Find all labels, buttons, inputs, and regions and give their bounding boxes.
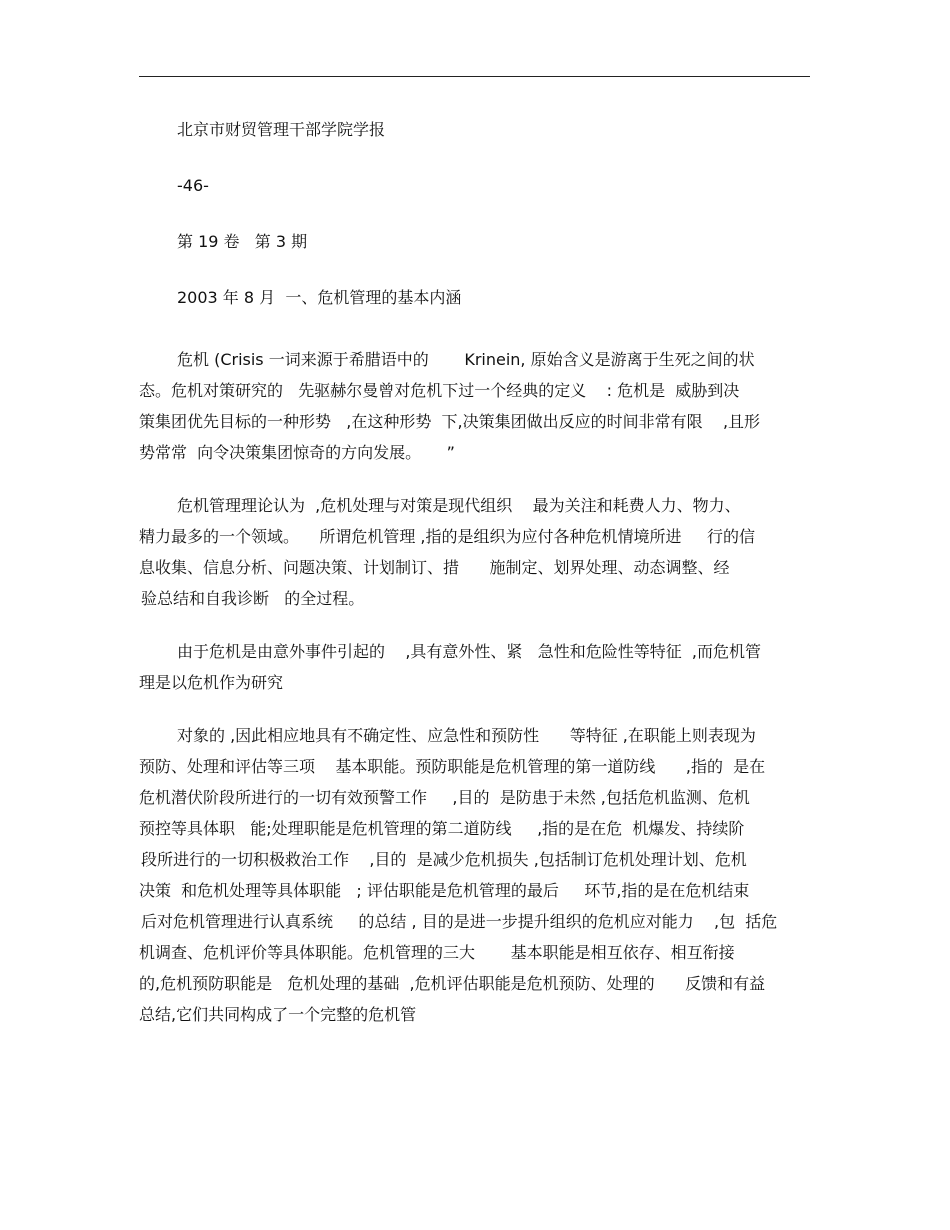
paragraph-line: 验总结和自我诊断 的全过程。 — [141, 589, 365, 608]
journal-title: 北京市财贸管理干部学院学报 — [177, 120, 386, 139]
paragraph-line: 策集团优先目标的一种形势 ,在这种形势 下,决策集团做出反应的时间非常有限 ,且形 — [139, 412, 761, 431]
paragraph-line: 危机管理理论认为 ,危机处理与对策是现代组织 最为关注和耗费人力、物力、 — [177, 496, 741, 515]
paragraph-line: 预防、处理和评估等三项 基本职能。预防职能是危机管理的第一道防线 ,指的 是在 — [139, 757, 766, 776]
paragraph-line: 决策 和危机处理等具体职能 ; 评估职能是危机管理的最后 环节,指的是在危机结束 — [139, 881, 750, 900]
paragraph-line: 危机潜伏阶段所进行的一切有效预警工作 ,目的 是防患于未然 ,包括危机监测、危机 — [139, 788, 750, 807]
paragraph-line: 精力最多的一个领域。 所谓危机管理 ,指的是组织为应付各种危机情境所进 行的信 — [139, 527, 755, 546]
paragraph-line: 机调查、危机评价等具体职能。危机管理的三大 基本职能是相互依存、相互衔接 — [139, 943, 735, 962]
paragraph-line: 理是以危机作为研究 — [139, 673, 284, 692]
paragraph-crisis-management-theory — [139, 490, 811, 614]
page-number: -46- — [177, 176, 209, 195]
paragraph-basic-functions — [139, 720, 811, 1030]
date-section-heading: 2003 年 8 月 一、危机管理的基本内涵 — [177, 288, 462, 307]
paragraph-crisis-definition — [139, 344, 811, 468]
paragraph-line: 由于危机是由意外事件引起的 ,具有意外性、紧 急性和危险性等特征 ,而危机管 — [177, 642, 761, 661]
paragraph-line: 后对危机管理进行认真系统 的总结 , 目的是进一步提升组织的危机应对能力 ,包 括危 — [141, 912, 778, 931]
paragraph-line: 的,危机预防职能是 危机处理的基础 ,危机评估职能是危机预防、处理的 反馈和有益 — [139, 974, 766, 993]
paragraph-line: 危机 (Crisis 一词来源于希腊语中的 Krinein, 原始含义是游离于生死之间的状 — [177, 350, 755, 369]
volume-issue: 第 19 卷 第 3 期 — [177, 232, 308, 251]
paragraph-line: 段所进行的一切积极救治工作 ,目的 是减少危机损失 ,包括制订危机处理计划、危机 — [141, 850, 747, 869]
paragraph-line: 对象的 ,因此相应地具有不确定性、应急性和预防性 等特征 ,在职能上则表现为 — [177, 726, 756, 745]
header-rule — [139, 76, 810, 77]
document-page — [139, 120, 811, 1052]
paragraph-line: 息收集、信息分析、问题决策、计划制订、措 施制定、划界处理、动态调整、经 — [139, 558, 730, 577]
paragraph-line: 总结,它们共同构成了一个完整的危机管 — [139, 1005, 417, 1024]
paragraph-line: 态。危机对策研究的 先驱赫尔曼曾对危机下过一个经典的定义 : 危机是 威胁到决 — [139, 381, 740, 400]
paragraph-line: 预控等具体职 能;处理职能是危机管理的第二道防线 ,指的是在危 机爆发、持续阶 — [139, 819, 745, 838]
paragraph-line: 势常常 向令决策集团惊奇的方向发展。 ” — [139, 443, 455, 462]
paragraph-crisis-characteristics — [139, 636, 811, 698]
